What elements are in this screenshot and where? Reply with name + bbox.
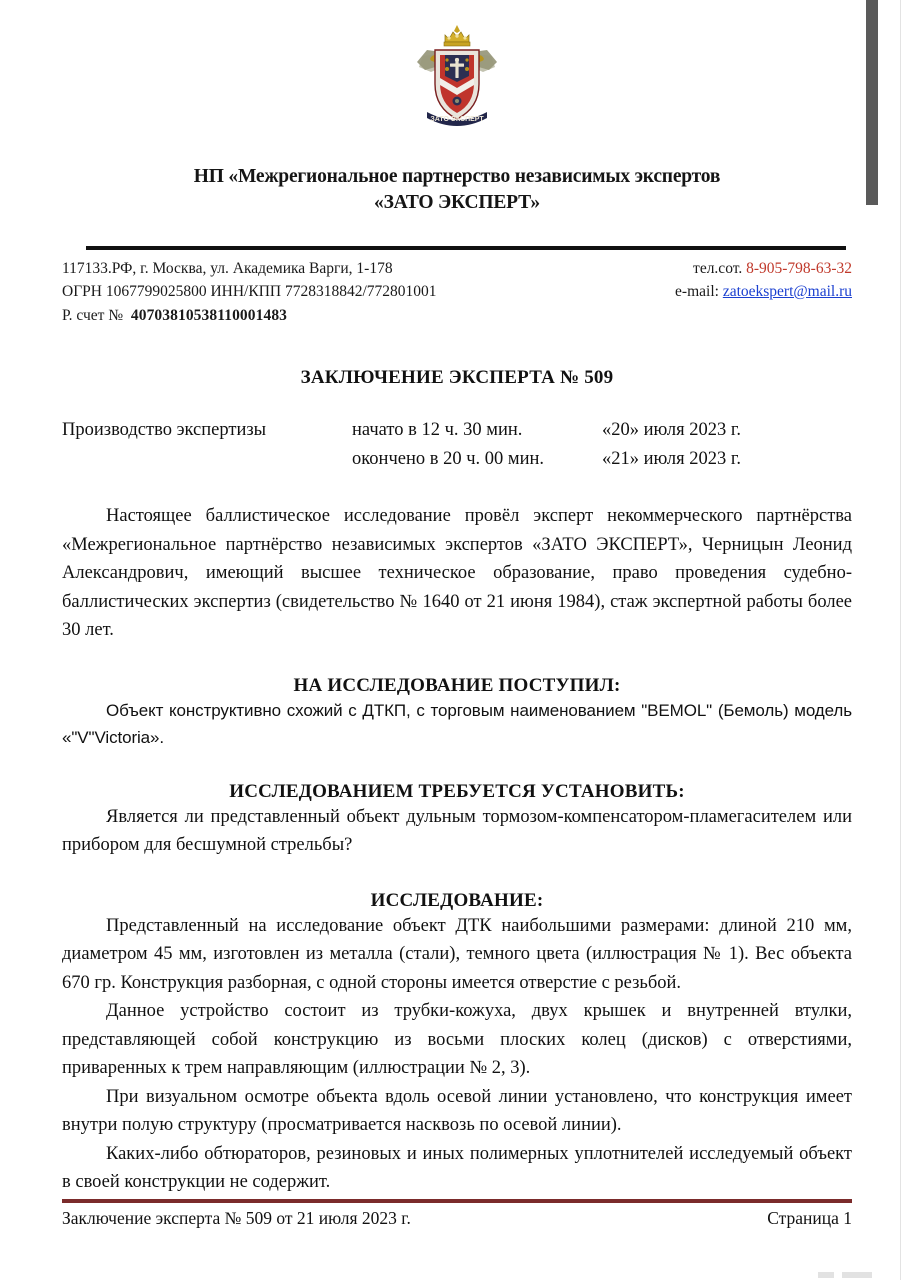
organization-emblem [62, 0, 852, 134]
document-content [62, 0, 852, 1197]
research-paragraph-2: При визуальном осмотре объекта вдоль осевой линии установлено, что конструкция имеет внутри полую структуру (просматривается насквозь по осевой линии). [62, 1086, 852, 1135]
zato-expert-emblem-icon [409, 22, 505, 130]
contacts-row-registration [62, 280, 852, 303]
document-title: ЗАКЛЮЧЕНИЕ ЭКСПЕРТА № 509 [300, 367, 614, 388]
production-start-row [62, 416, 852, 445]
organization-email [675, 280, 852, 303]
page-bottom-artifact [818, 1266, 880, 1278]
email-label: e-mail: [675, 283, 719, 300]
bank-account-value: 40703810538110001483 [130, 307, 288, 324]
page-footer [62, 1208, 852, 1229]
organization-title [62, 164, 852, 216]
header-divider [86, 246, 846, 250]
research-paragraph-3: Каких-либо обтюраторов, резиновых и иных полимерных уплотнителей исследуемый объект в своей конструкции не содержит. [62, 1143, 852, 1192]
contacts-row-account [62, 304, 852, 327]
organization-registration: ОГРН 1067799025800 ИНН/КПП 7728318842/772801001 [62, 283, 437, 300]
contacts-block [62, 257, 852, 327]
organization-address: 117133.РФ, г. Москва, ул. Академика Варги, 1-178 [62, 260, 393, 277]
section-paragraph-research: Представленный на исследование объект ДТК наибольшими размерами: длиной 210 мм, диаметром 45 мм, изготовлен из металла (стали), темного цвета (иллюстрация № 1). Вес объекта 670 гр. Конструкция разборная, с одной стороны имеется отверстие с резьбой. [62, 915, 852, 993]
production-end-row [62, 445, 852, 474]
organization-phone [693, 257, 852, 280]
production-end-date: «21» июля 2023 г. [602, 449, 742, 469]
emblem-banner-text: ЗАТО ЭКСПЕРТ [430, 116, 484, 123]
phone-label: тел.сот. [693, 260, 743, 277]
intro-paragraph: Настоящее баллистическое исследование провёл эксперт некоммерческого партнёрства «Межрегиональное партнёрство независимых экспертов «ЗАТО ЭКСПЕРТ», Черницын Леонид Александрович, имеющий высшее техническое образование, право проведения судебно-баллистических экспертиз (свидетельство № 1640 от 21 июня 1984), стаж экспертной работы более 30 лет. [62, 506, 852, 640]
research-paragraph-1: Данное устройство состоит из трубки-кожуха, двух крышек и внутренней втулки, представляющей собой конструкцию из восьми плоских колец (дисков) с отверстиями, приваренных к трем направляющим (иллюстрации № 2, 3). [62, 1001, 852, 1078]
production-start-time: начато в 12 ч. 30 мин. [352, 420, 523, 440]
production-end-time: окончено в 20 ч. 00 мин. [352, 449, 545, 469]
contacts-row-address [62, 257, 852, 280]
production-dates-block [62, 416, 852, 474]
section-heading-submitted: НА ИССЛЕДОВАНИЕ ПОСТУПИЛ: [293, 674, 621, 696]
section-heading-question: ИССЛЕДОВАНИЕМ ТРЕБУЕТСЯ УСТАНОВИТЬ: [229, 780, 685, 802]
bank-account [62, 304, 287, 327]
bank-account-label: Р. счет № [62, 307, 124, 324]
section-paragraph-question: Является ли представленный объект дульным тормозом-компенсатором-пламегасителем или прибором для бесшумной стрельбы? [62, 806, 852, 855]
vertical-scrollbar-thumb[interactable] [866, 0, 878, 205]
organization-title-line2: «ЗАТО ЭКСПЕРТ» [374, 192, 540, 213]
organization-title-line1: НП «Межрегиональное партнерство независимых экспертов [193, 166, 721, 187]
footer-page-number: Страница 1 [767, 1208, 852, 1228]
email-link[interactable]: zatoekspert@mail.ru [722, 283, 852, 300]
production-label: Производство экспертизы [62, 420, 267, 440]
section-paragraph-submitted: Объект конструктивно схожий с ДТКП, с торговым наименованием "BEMOL" (Бемоль) модель «"V"Victoria». [62, 700, 852, 747]
production-start-date: «20» июля 2023 г. [602, 420, 742, 440]
footer-reference: Заключение эксперта № 509 от 21 июля 2023 г. [62, 1208, 411, 1228]
page-right-edge [900, 0, 901, 1280]
footer-divider [62, 1199, 852, 1203]
section-heading-research: ИССЛЕДОВАНИЕ: [370, 889, 544, 911]
phone-value: 8-905-798-63-32 [746, 260, 852, 277]
